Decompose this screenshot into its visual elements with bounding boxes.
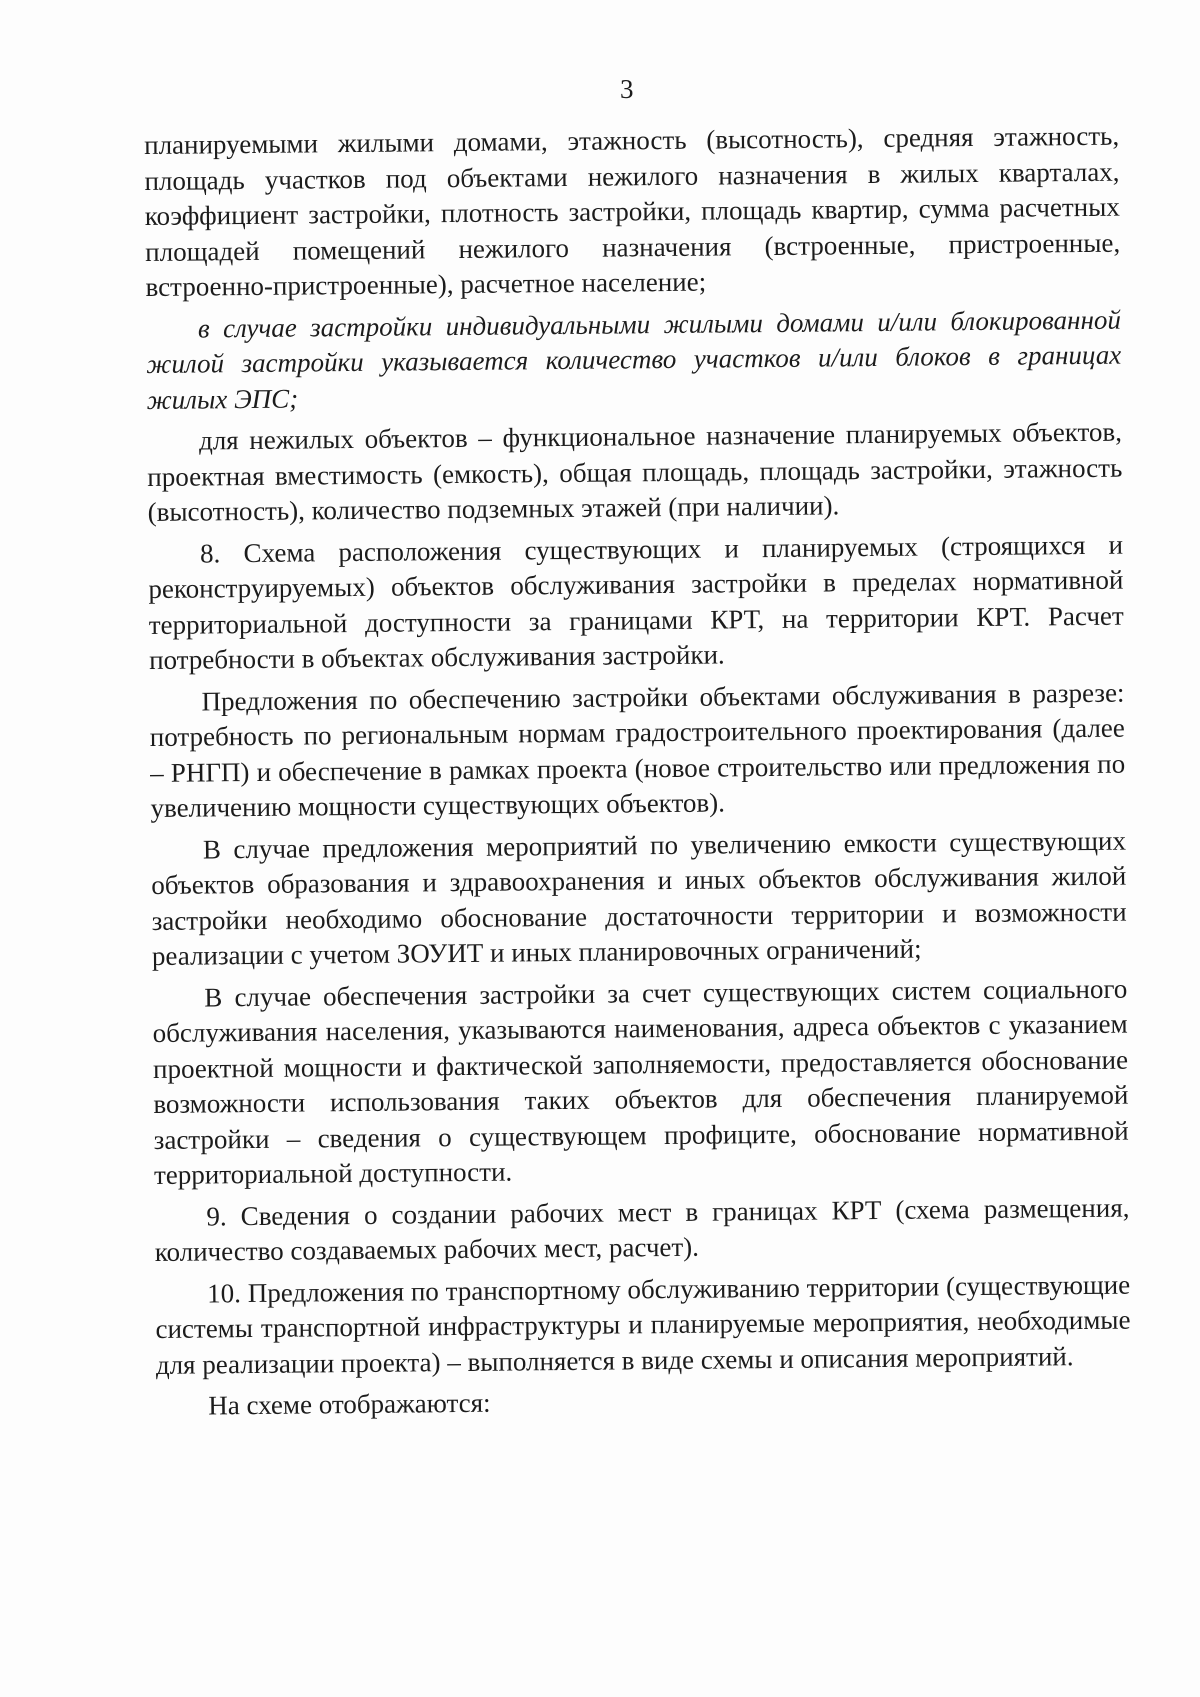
document-body [144,119,1131,1431]
paragraph-existing-social-systems: В случае обеспечения застройки за счет существующих систем социального обслуживания населения, указываются наименования, адреса объектов с указанием проектной мощности и фактической заполняемости, предоставляется обоснование возможности использования таких объектов для обеспечения планируемой застройки – сведения о существующем профиците, обоснование нормативной территориальной доступности. [152,973,1129,1190]
paragraph-item-9: 9. Сведения о создании рабочих мест в границах КРТ (схема размещения, количество создаваемых рабочих мест, расчет). [154,1192,1130,1267]
paragraph-item-8: 8. Схема расположения существующих и планируемых (строящихся и реконструируемых) объектов обслуживания застройки в пределах нормативной территориальной доступности за границами КРТ, на территории КРТ. Расчет потребности в объектах обслуживания застройки. [148,529,1124,675]
page-number: 3 [620,74,634,104]
paragraph-capacity-increase: В случае предложения мероприятий по увеличению емкости существующих объектов образования и здравоохранения и иных объектов обслуживания жилой застройки необходимо обоснование достаточности территории и возможности реализации с учетом ЗОУИТ и иных планировочных ограничений; [151,825,1127,971]
paragraph-residential-indicators: планируемыми жилыми домами, этажность (высотность), средняя этажность, площадь участков под объектами нежилого назначения в жилых кварталах, коэффициент застройки, плотность застройки, площадь квартир, сумма расчетных площадей помещений нежилого назначения (встроенные, пристроенные, встроенно-пристроенные), расчетное население; [144,120,1121,302]
paragraph-nonresidential-objects: для нежилых объектов – функциональное назначение планируемых объектов, проектная вместимость (емкость), общая площадь, площадь застройки, этажность (высотность), количество подземных этажей (при наличии). [147,416,1123,527]
paragraph-service-proposals: Предложения по обеспечению застройки объектами обслуживания в разрезе: потребность по региональным нормам градостроительного проектирования (далее – РНГП) и обеспечение в рамках проекта (новое строительство или предложения по увеличению мощности существующих объектов). [149,677,1126,823]
paragraph-item-10: 10. Предложения по транспортному обслуживанию территории (существующие системы транспортной инфраструктуры и планируемые мероприятия, необходимые для реализации проекта) – выполняется в виде схемы и описания мероприятий. [155,1269,1131,1380]
paragraph-scheme-shows: На схеме отображаются: [208,1387,491,1421]
paragraph-individual-housing-note: в случае застройки индивидуальными жилыми домами и/или блокированной жилой застройки указывается количество участков и/или блоков в границах жилых ЭПС; [146,304,1122,415]
